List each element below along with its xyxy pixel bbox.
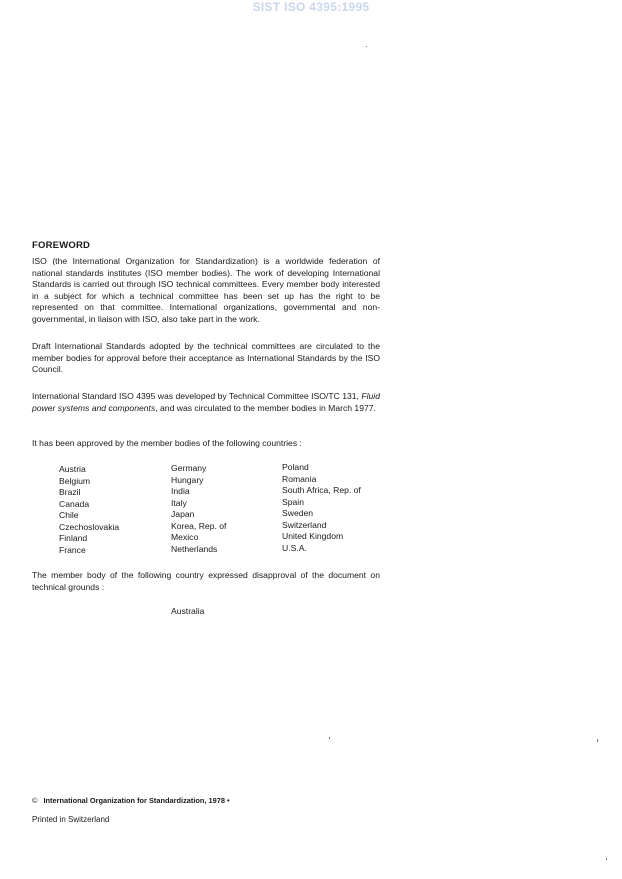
country-name: Netherlands [171,543,218,554]
country-name: Canada [59,498,90,509]
country-name: Finland [59,533,88,543]
foreword-heading: FOREWORD [32,240,91,251]
country-name: Japan [171,509,195,519]
country-name: Romania [282,473,317,484]
paragraph-disapproval: The member body of the following country expressed disapproval of the document on technical grounds : [32,570,380,592]
country-name: South Africa, Rep. of [282,485,361,495]
paragraph-draft-standards: Draft International Standards adopted by the technical committees are circulated to the member bodies for approval before their acceptance as International Standards by the ISO Council. [32,341,380,374]
country-name: U.S.A. [282,542,307,553]
copyright-notice [32,796,230,805]
country-name: Poland [282,462,309,472]
country-name: United Kingdom [282,531,344,541]
scan-speck [329,737,330,739]
committee-title: Fluid power systems and components [32,391,380,413]
paragraph-iso-intro: ISO (the International Organization for Standardization) is a worldwide federation of national standards institutes (ISO member bodies). The work of developing International Standards is carried out through ISO technical committees. Every member body interested in a subject for which a technical committee has been set up has the right to be represented on that committee. International organizations, governmental and non-governmental, in liaison with ISO, also take part in the work. [32,256,380,324]
country-name: France [59,544,86,555]
scan-speck [597,739,598,742]
country-name: Brazil [59,487,81,497]
country-name: India [171,486,190,496]
country-name: Switzerland [282,519,327,530]
country-name: Sweden [282,508,314,518]
country-name: Czechoslovakia [59,521,120,532]
disapproving-country: Australia [171,606,205,616]
country-name: Chile [59,510,79,520]
development-text-end: , and was circulated to the member bodies in March 1977. [155,402,376,413]
copyright-symbol: © [32,796,38,805]
paragraph-development [32,391,380,414]
scan-speck [366,46,367,47]
development-text-start: International Standard ISO 4395 was developed by Technical Committee ISO/TC 131, [32,391,362,401]
country-name: Germany [171,463,207,473]
country-name: Belgium [59,475,91,486]
country-name: Austria [59,464,86,474]
country-name: Mexico [171,532,199,542]
watermark: SIST ISO 4395:1995 [252,0,370,14]
country-name: Hungary [171,474,204,485]
country-name: Korea, Rep. of [171,520,227,531]
country-name: Spain [282,496,304,507]
scan-speck [606,858,607,860]
paragraph-approval: It has been approved by the member bodies of the following countries : [32,438,302,448]
copyright-text: International Organization for Standardization, 1978 • [43,796,230,805]
printed-location: Printed in Switzerland [32,815,110,824]
country-name: Italy [171,497,187,508]
